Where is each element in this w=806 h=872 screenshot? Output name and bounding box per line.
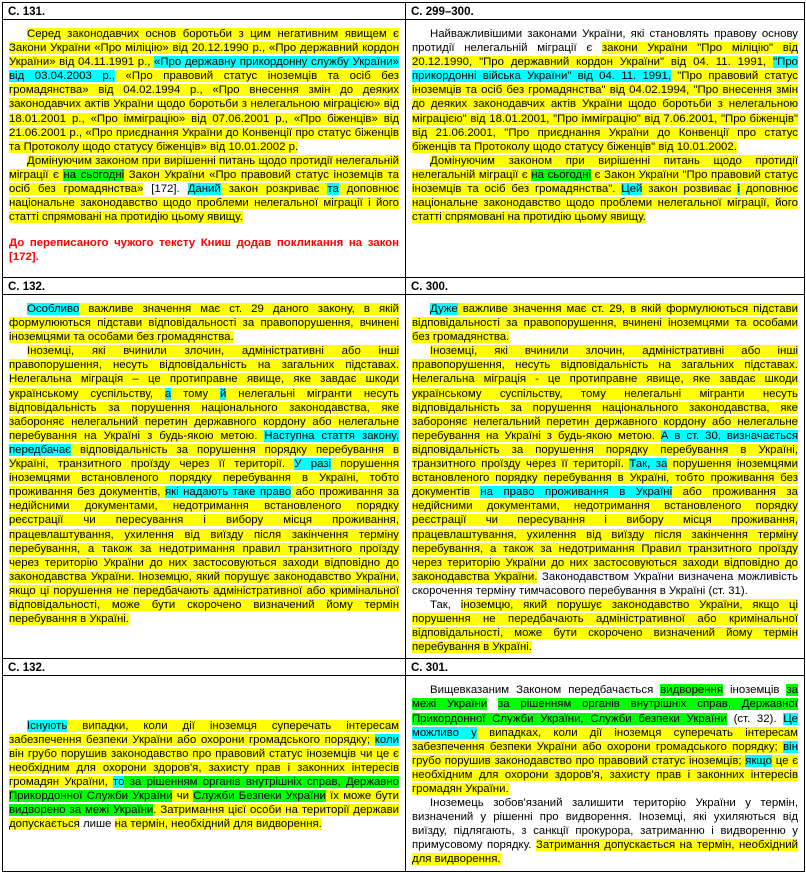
highlight-yellow: Закони України «Про міліцію» від 20.12.1990 р., «Про державний кордон України» від 04.11.1991 р., (9, 42, 399, 69)
highlight-green: за рішенням органів внутрішніх справ, Державної Прикордонної Служби України, Служби безпеки України (412, 698, 798, 725)
highlight-yellow: . Затримання цієї особи на території держави (153, 804, 399, 817)
highlight-green: видворено за межі України (9, 804, 154, 817)
paragraph (412, 598, 798, 654)
left-text-cell (3, 295, 406, 659)
highlight-cyan: Особливо (27, 303, 80, 315)
highlight-cyan: Дуже (430, 303, 458, 315)
text-segment: [172]. (143, 183, 188, 196)
plagiarism-note: До переписаного чужого тексту Книш додав покликання на закон [172]. (9, 237, 399, 264)
right-text-cell (406, 20, 805, 278)
highlight-cyan: Наступна стаття закону, передбачає (9, 429, 400, 456)
text-segment: (ст. 32). (726, 712, 784, 725)
highlight-green: на сьогодні (63, 168, 125, 181)
highlight-green: Служби Безпеки України (193, 790, 326, 803)
highlight-green: за рішенням органів внутрішніх справ, Державно Прикордонної Служби України (9, 775, 399, 803)
highlight-yellow: є Закон України "Про правовий статус іноземців та осіб без громадянства". (412, 168, 799, 196)
highlight-cyan: "Про прикордонні війська України" від 04. 11. 1991, (412, 56, 798, 83)
highlight-cyan: а (164, 387, 172, 400)
text-segment: Вищевказаним Законом передбачається (430, 684, 661, 697)
page-ref: С. 299–300. (411, 6, 474, 18)
highlight-yellow: він грубо порушив законодавство про правовий статус іноземців чи це є необхідним для охорони здоров'я, захисту прав і законних інтересів громадян України, (9, 747, 399, 788)
highlight-yellow: відповідальність за порушення порядку перебування в Україні, транзитного проїзду через її території. (412, 443, 798, 471)
highlight-cyan: коли (374, 733, 399, 746)
text-segment: Іноземець зобов'язаний залишити територію України у термін, визначений у рішенні про видворення. Іноземці, які ухиляються від виїзду, підлягають, з санкції прокурора, затриманню і видворенню у примусовому порядку. (412, 797, 798, 852)
right-text-cell (406, 295, 805, 659)
page-ref: С. 132. (8, 281, 46, 293)
paragraph (412, 683, 798, 796)
page-ref: С. 301. (411, 662, 449, 675)
paragraph (412, 302, 798, 344)
left-page-header (3, 3, 406, 20)
highlight-yellow: в якій формулюються підстави відповідальності за правопорушення, вчинені іноземцями та особами без громадянства. (9, 303, 399, 344)
highlight-yellow: випадках, коли дії іноземця суперечать інтересам забезпечення безпеки України або охорони громадського порядку; (412, 726, 798, 753)
highlight-cyan: Даний (187, 183, 221, 196)
highlight-yellow: на термін, необхідний для видворення. (114, 818, 322, 831)
highlight-yellow: тому (171, 387, 220, 400)
highlight-yellow: Серед законодавчих основ боротьби з цим негативним явищем є (27, 28, 399, 40)
left-text-cell (3, 20, 406, 278)
highlight-yellow: чи (172, 790, 194, 803)
highlight-yellow: Домінуючим законом при вирішенні питань щодо протидії нелегальній міграції є (9, 154, 399, 181)
comparison-table (2, 2, 805, 872)
right-page-header (406, 3, 805, 20)
highlight-yellow: або проживання за недійсними документами, недотримання встановленого порядку реєстрації чи пересування і вибору місця проживання, працевлаштування, ухилення від виїзду після закінчення терміну перебування, а також за недотримання правил транзитного проїзду через територію України до них застосовуються заходи відповідно до законодавства України. Іноземцю, який порушує законодавство України, якщо ці порушення не передбачають адміністративної або кримінальної відповідальності, може бути скорочено визначений йому термін перебування в Україні. (9, 486, 399, 626)
highlight-cyan: й (220, 387, 227, 400)
paragraph (412, 796, 798, 866)
highlight-yellow: порушення іноземцями встановленого порядку перебування в Україні, тобто проживання без документів, (9, 458, 399, 499)
highlight-green: на сьогодні (531, 168, 592, 181)
left-page-header (3, 278, 406, 295)
highlight-cyan: на право проживання в Україні (480, 486, 673, 499)
page-ref: С. 300. (411, 281, 449, 293)
highlight-yellow: закони України "Про міліцію" від 20.12.1990, "Про державний кордон України" від 04. 11. 1991, (412, 42, 798, 69)
highlight-yellow: Домінуючим законом при вирішенні питань щодо протидії нелегальній міграції є (412, 154, 798, 181)
highlight-yellow: або проживання за недійсними документами, недотримання встановленого порядку реєстрації чи пересування і вибору місця проживання, працевлаштування, ухилення від виїзду після закінчення терміну перебування, а також за недотримання Правил транзитного проїзду через територію України до них застосовуються заходи відповідно до законодавства України. (412, 486, 798, 583)
highlight-cyan: то (113, 775, 125, 788)
text-segment: Так, (430, 598, 461, 611)
highlight-yellow: Закон України «Про правовий статус іноземців та осіб без громадянства» (9, 168, 399, 196)
highlight-yellow: їх може бути (325, 790, 399, 803)
highlight-cyan: А в ст. 30, визначається (660, 429, 798, 442)
paragraph (9, 302, 399, 344)
highlight-green: видворення (660, 684, 723, 697)
highlight-yellow: закон розкриває (220, 183, 328, 196)
right-page-header (406, 659, 805, 676)
text-segment: лише (79, 818, 115, 831)
highlight-yellow: порушення іноземцями встановленого порядку перебування в Україні, тобто проживання без документів (412, 458, 799, 499)
paragraph (9, 344, 399, 626)
paragraph (412, 344, 798, 598)
highlight-yellow: відповідальність за порушення порядку перебування в Україні, транзитного проїзду через її території. (9, 443, 399, 471)
highlight-cyan: Так, за (629, 458, 668, 471)
highlight-cyan: та (327, 183, 339, 196)
highlight-yellow: Іноземці, які вчинили злочин, адміністративні або інші правопорушення, несуть відповідальність на загальних підставах. Нелегальна міграція - це протиправне явище, яке завдає шкоди українському суспільству, тому нелегальні мігранти несуть відповідальність за порушення національного законодавства, яке забороняє нелегальний перетин державного кордону або нелегальне перебування на Україні з будь-якою метою. (412, 345, 798, 442)
highlight-yellow: грубо порушив законодавство про правовий статус іноземців; (412, 754, 746, 767)
right-text-cell (406, 676, 805, 871)
highlight-yellow: іноземцю, який порушує законодавство України, якщо ці порушення не передбачають адміністративної або кримінальної відповідальності, може бути скорочено визначений йому термін перебування в Україні. (412, 598, 798, 654)
highlight-yellow: важливе значення має ст. 29, (457, 303, 631, 315)
text-segment: Законодавством України визначена можливість скорочення терміну тимчасового перебування в Україні (ст. 31). (412, 570, 798, 597)
highlight-yellow: в якій формулюються підстави відповідальності за правопорушення, вчинені іноземцями та особами без громадянства. (412, 303, 798, 344)
paragraph (9, 27, 399, 154)
highlight-yellow: Затримання допускається на термін, необхідний для видворення. (412, 839, 798, 866)
highlight-cyan: які надають таке право (164, 486, 292, 499)
highlight-yellow: доповнює національне законодавство щодо проблеми нелегальної міграції і його статті спрямовані на протидію цьому явищу. (9, 183, 399, 224)
highlight-cyan: Існують (27, 719, 68, 732)
paragraph (412, 27, 798, 154)
highlight-yellow: допускається (9, 818, 80, 831)
text-segment: іноземців (723, 684, 787, 697)
right-page-header (406, 278, 805, 295)
paragraph (412, 154, 798, 224)
left-page-header (3, 659, 406, 676)
highlight-yellow: доповнює національне законодавство щодо проблеми нелегальної міграції, його статті спрямовані на протидію цьому явищу. (412, 183, 799, 224)
highlight-yellow: «Про правовий статус іноземців та осіб без громадянства» від 04.02.1994 р., «Про внесення змін до деяких законодавчих актів України щодо боротьби з нелегальною міграцією» від 18.01.2001 р., «Про імміграцію» від 07.06.2001 р., «Про біженців» від 21.06.2001 р., «Про приєднання України до Конвенції про статус біженців та Протоколу щодо статусу біженців» від 10.01.2002 р. (9, 70, 399, 153)
highlight-yellow: нелегальні мігранти несуть відповідальність за порушення національного законодавства, яке забороняє нелегальний перетин державного кордону або нелегальне перебування на Україні з будь-якою метою. (9, 387, 399, 442)
highlight-cyan: У разі (294, 458, 332, 471)
highlight-cyan: і (737, 183, 740, 196)
highlight-yellow: це є необхідним для охорони здоров'я, захисту прав і законних інтересів громадян України. (412, 754, 799, 795)
highlight-yellow: Іноземці, які вчинили злочин, адміністративні або інші правопорушення, несуть відповідальність на загальних підставах. Нелегальна міграція – це протиправне явище, яке завдає шкоди українському суспільству, (9, 345, 399, 400)
page-ref: С. 132. (8, 662, 46, 675)
highlight-cyan: Це можливо у (412, 712, 799, 739)
highlight-green: за межі України (412, 684, 798, 711)
text-segment (487, 698, 498, 710)
page-ref: С. 131. (8, 6, 46, 18)
highlight-cyan: якщо (745, 754, 773, 767)
paragraph (9, 154, 399, 224)
paragraph (9, 719, 399, 832)
highlight-yellow: "Про правовий статус іноземців та осіб без громадянства" від 04.02.1994, "Про внесення змін до деяких законодавчих актів України щодо боротьби з нелегальною міграцією" від 18.01.2001, "Про імміграцію" від 7.06.2001, "Про біженців" від 21.06.2001, "Про приєднання України до Конвенції про статус біженців та Протоколу щодо статусу біженців" від 10.01.2002. (412, 70, 798, 153)
highlight-yellow: важливе значення має ст. 29 даного закону, (79, 303, 364, 315)
highlight-cyan: «Про державну прикордонну службу України» від 03.04.2003 р., (9, 56, 399, 83)
highlight-cyan: він (783, 740, 798, 753)
highlight-yellow: випадки, коли дії іноземця суперечать інтересам забезпечення безпеки України або охорони громадського порядку; (9, 719, 399, 746)
text-segment: Найважливішими законами України, які становлять правову основу протидії нелегальній міграції є (412, 28, 798, 55)
highlight-yellow: закон розвиває (642, 183, 738, 196)
highlight-cyan: Цей (621, 183, 643, 196)
left-text-cell (3, 676, 406, 871)
